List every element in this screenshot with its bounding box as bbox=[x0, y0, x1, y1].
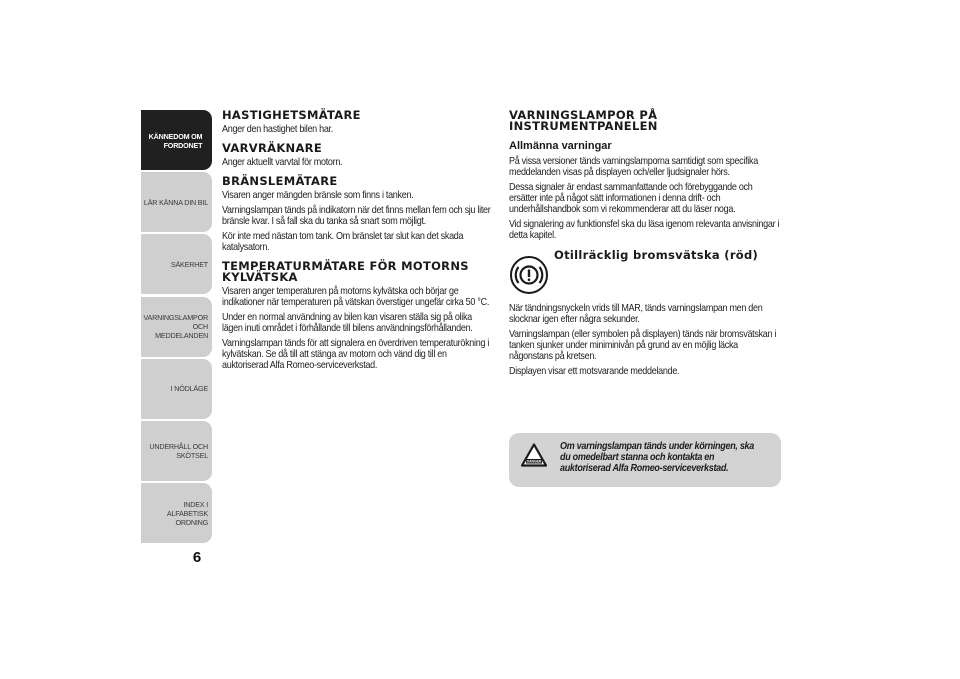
tab-underhall[interactable] bbox=[141, 421, 212, 481]
tab-sakerhet[interactable] bbox=[141, 234, 212, 294]
warning-lamps-heading-line-2: INSTRUMENTPANELEN bbox=[509, 119, 658, 133]
chapter-tabs bbox=[141, 110, 212, 545]
tab-i-nodlage[interactable] bbox=[141, 359, 212, 419]
tachometer-heading: VARVRÄKNARE bbox=[222, 141, 322, 155]
brake-text-2: Varningslampan (eller symbolen på displayen) tänds när bromsvätskan i tanken sjunker under miniminivån på grund av en möjlig läcka någonstans på kretsen. bbox=[509, 328, 777, 362]
tab-label: INDEX I ALFABETISK ORDNING bbox=[166, 499, 208, 527]
tab-index[interactable] bbox=[141, 483, 212, 543]
danger-triangle-icon bbox=[521, 443, 547, 469]
tab-label: SÄKERHET bbox=[170, 259, 208, 269]
temperature-text-1: Visaren anger temperaturen på motorns kylvätska och börjar ge indikationer när temperaturen på vätskan överstiger ungefär cirka 50 °C. bbox=[222, 285, 490, 308]
temperature-heading-line-1: TEMPERATURMÄTARE FÖR MOTORNS bbox=[222, 259, 469, 273]
tab-label: VARNINGSLAMPOR OCH MEDDELANDEN bbox=[143, 313, 208, 341]
tab-label: KÄNNEDOM OM FORDONET bbox=[148, 132, 203, 150]
page-number: 6 bbox=[192, 549, 202, 566]
tab-kannedom-om-fordonet[interactable] bbox=[141, 110, 212, 170]
brake-fluid-row bbox=[509, 249, 781, 303]
speedometer-heading: HASTIGHETSMÄTARE bbox=[222, 108, 361, 122]
fuel-gauge-heading: BRÄNSLEMÄTARE bbox=[222, 174, 338, 188]
fuel-text-2: Varningslampan tänds på indikatorn när det finns mellan fem och sju liter bränsle kvar. I så fall ska du tanka så snart som möjligt. bbox=[222, 204, 491, 227]
brake-fluid-heading: Otillräcklig bromsvätska (röd) bbox=[554, 248, 759, 262]
right-column bbox=[509, 110, 781, 377]
svg-text:DANGER: DANGER bbox=[526, 459, 542, 464]
general-text-2: Dessa signaler är endast sammanfattande och förebyggande och ersätter inte på något sätt informationen i denna drift- och underhållshandbok som vi rekommenderar att du läser noga. bbox=[509, 181, 753, 215]
tab-label: UNDERHÅLL OCH SKÖTSEL bbox=[149, 441, 208, 460]
temperature-text-2: Under en normal användning av bilen kan visaren ställa sig på olika lägen inuti området i förhållande till bilens användningsförhållanden. bbox=[222, 311, 473, 334]
brake-text-3: Displayen visar ett motsvarande meddelande. bbox=[509, 365, 680, 377]
warning-note-text: Om varningslampan tänds under körningen, ska du omedelbart stanna och kontakta en auktoriserad Alfa Romeo-serviceverkstad. bbox=[560, 440, 754, 474]
speedometer-text: Anger den hastighet bilen har. bbox=[222, 123, 333, 135]
fuel-text-1: Visaren anger mängden bränsle som finns i tanken. bbox=[222, 189, 414, 201]
tab-label: LÄR KÄNNA DIN BIL bbox=[143, 197, 208, 207]
general-warnings-subtitle: Allmänna varningar bbox=[509, 140, 612, 152]
tab-label: I NÖDLÄGE bbox=[170, 384, 208, 394]
tachometer-text: Anger aktuellt varvtal för motorn. bbox=[222, 156, 343, 168]
tab-lar-kanna-din-bil[interactable] bbox=[141, 172, 212, 232]
temperature-text-3: Varningslampan tänds för att signalera en överdriven temperaturökning i kylvätskan. Se då till att stänga av motorn och vänd dig till en auktoriserad Alfa Romeo-serviceverkstad. bbox=[222, 337, 490, 371]
warning-note-box bbox=[509, 433, 781, 487]
tab-varningslampor[interactable] bbox=[141, 297, 212, 357]
general-text-1: På vissa versioner tänds varningslamporna samtidigt som specifika meddelanden visas på displayen och/eller ljudsignaler hörs. bbox=[509, 155, 758, 178]
temperature-heading-line-2: KYLVÄTSKA bbox=[222, 270, 298, 284]
general-text-3: Vid signalering av funktionsfel ska du läsa igenom relevanta anvisningar i detta kapitel. bbox=[509, 218, 780, 241]
warning-lamps-heading-line-1: VARNINGSLAMPOR PÅ bbox=[509, 108, 658, 122]
left-column bbox=[222, 110, 492, 371]
brake-warning-icon bbox=[510, 256, 548, 294]
brake-text-1: När tändningsnyckeln vrids till MAR, tänds varningslampan men den slocknar igen efter några sekunder. bbox=[509, 302, 763, 325]
fuel-text-3: Kör inte med nästan tom tank. Om bränslet tar slut kan det skada katalysatorn. bbox=[222, 230, 464, 253]
